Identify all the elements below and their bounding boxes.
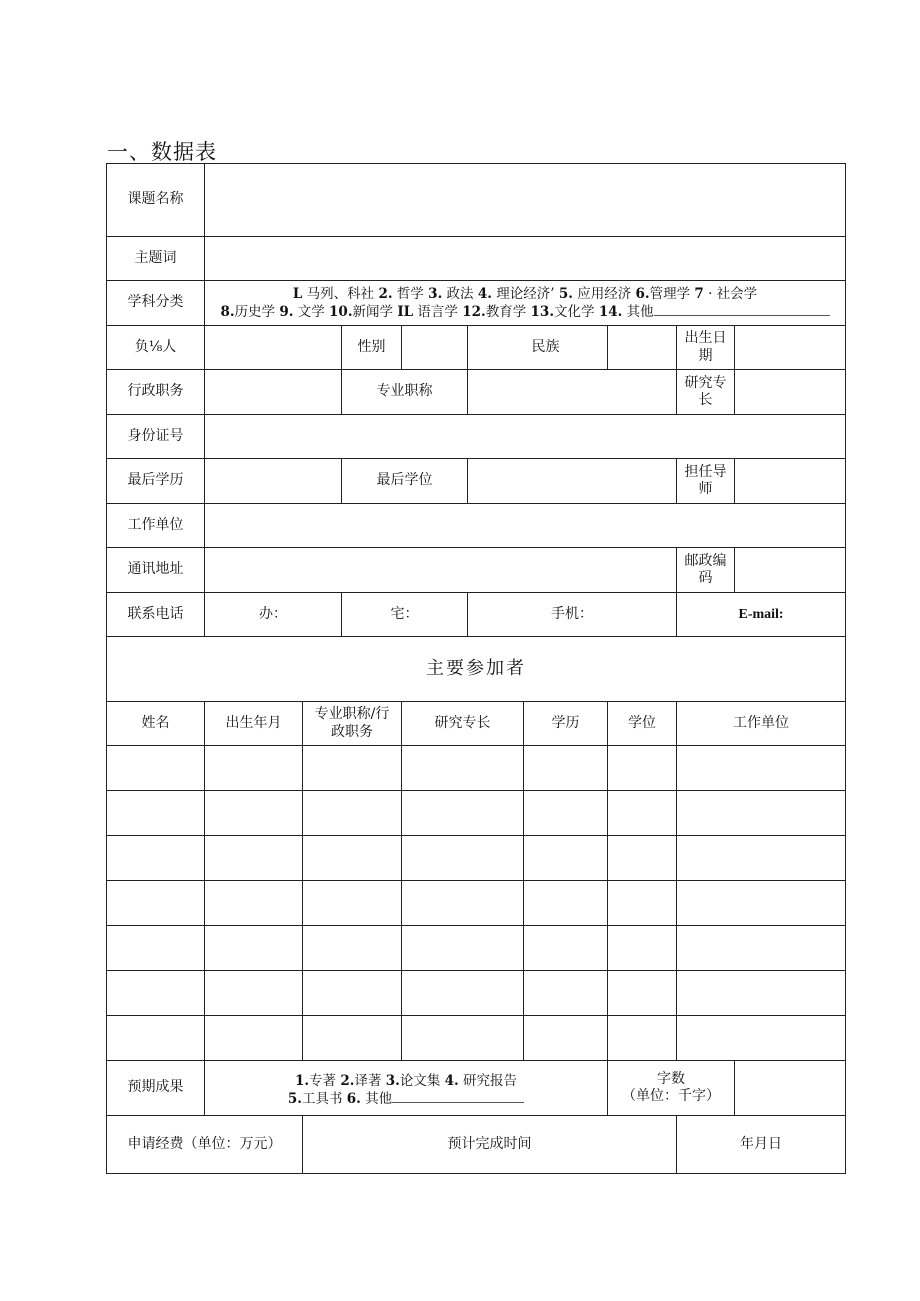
participant-cell[interactable] — [402, 836, 524, 881]
keywords-field[interactable] — [205, 237, 846, 281]
participant-cell[interactable] — [677, 881, 846, 926]
participant-cell[interactable] — [677, 1016, 846, 1061]
option-text: 历史学 — [234, 303, 280, 320]
ethnicity-field[interactable] — [608, 326, 677, 370]
participant-cell[interactable] — [677, 926, 846, 971]
participant-cell[interactable] — [402, 926, 524, 971]
education-field[interactable] — [205, 459, 342, 504]
participant-cell[interactable] — [608, 746, 677, 791]
option-number: 3. — [385, 1072, 400, 1089]
home-phone-field[interactable]: 宅： — [342, 593, 468, 637]
option-text: 哲学 — [392, 285, 429, 302]
leader-name-label: 负⅛人 — [107, 326, 205, 370]
discipline-line-2-items — [220, 304, 653, 320]
outcomes-line-2-items — [288, 1091, 392, 1107]
gender-label: 性别 — [342, 326, 402, 370]
participant-cell[interactable] — [205, 971, 303, 1016]
id-label: 身份证号 — [107, 415, 205, 459]
participant-cell[interactable] — [524, 836, 608, 881]
option-number: 5. — [558, 285, 573, 302]
word-count-unit: （单位：千字） — [622, 1088, 720, 1104]
research-field[interactable] — [735, 370, 846, 415]
option-number: IL — [397, 303, 414, 320]
participant-cell[interactable] — [303, 971, 402, 1016]
option-text: 马列、科社 — [302, 285, 379, 302]
option-text: 新闻学 — [352, 303, 398, 320]
word-count-field[interactable] — [735, 1061, 846, 1116]
completion-date-field[interactable]: 年月日 — [677, 1116, 846, 1174]
option-text: 教育学 — [485, 303, 531, 320]
participant-row — [107, 1016, 846, 1061]
participant-cell[interactable] — [677, 836, 846, 881]
option-number: 10. — [329, 303, 353, 320]
participant-cell[interactable] — [303, 836, 402, 881]
participant-row — [107, 836, 846, 881]
supervisor-label: 担任导师 — [677, 459, 735, 504]
discipline-line-2 — [207, 303, 843, 321]
participant-cell[interactable] — [524, 1016, 608, 1061]
outcomes-label: 预期成果 — [107, 1061, 205, 1116]
participants-header-cell: 专业职称/行政职务 — [303, 702, 402, 746]
leader-name-field[interactable] — [205, 326, 342, 370]
option-number: 6. — [346, 1090, 361, 1107]
supervisor-field[interactable] — [735, 459, 846, 504]
option-text: 文学 — [293, 303, 330, 320]
participant-cell[interactable] — [303, 881, 402, 926]
option-number: 4. — [444, 1072, 459, 1089]
participant-cell[interactable] — [677, 971, 846, 1016]
participant-cell[interactable] — [608, 1016, 677, 1061]
degree-field[interactable] — [468, 459, 677, 504]
participant-cell[interactable] — [205, 746, 303, 791]
email-field[interactable]: E-mail: — [677, 593, 846, 637]
topic-label: 课题名称 — [107, 164, 205, 237]
option-text: 研究报告 — [458, 1072, 518, 1089]
participant-cell[interactable] — [205, 1016, 303, 1061]
option-number: 8. — [220, 303, 235, 320]
participant-cell[interactable] — [524, 881, 608, 926]
participant-cell[interactable] — [608, 791, 677, 836]
word-count-label — [608, 1061, 735, 1116]
option-number: 1. — [294, 1072, 310, 1089]
outcomes-options — [205, 1061, 608, 1116]
participant-cell[interactable] — [402, 746, 524, 791]
prof-title-label: 专业职称 — [342, 370, 468, 415]
section-title: 一、数据表 — [107, 140, 217, 164]
admin-post-label: 行政职务 — [107, 370, 205, 415]
participant-cell[interactable] — [303, 926, 402, 971]
participant-cell[interactable] — [107, 971, 205, 1016]
degree-label: 最后学位 — [342, 459, 468, 504]
participant-cell[interactable] — [107, 881, 205, 926]
mobile-phone-field[interactable]: 手机： — [468, 593, 677, 637]
address-field[interactable] — [205, 548, 677, 593]
completion-label: 预计完成时间 — [303, 1116, 677, 1174]
birthdate-field[interactable] — [735, 326, 846, 370]
participant-cell[interactable] — [303, 746, 402, 791]
postcode-label: 邮政编码 — [677, 548, 735, 593]
option-text: 其他 — [360, 1090, 393, 1107]
topic-field[interactable] — [205, 164, 846, 237]
participant-cell[interactable] — [677, 791, 846, 836]
option-text: 译著 — [354, 1072, 386, 1089]
option-text: 语言学 — [413, 303, 463, 320]
participant-cell[interactable] — [205, 791, 303, 836]
option-number: 14. — [598, 303, 623, 320]
participant-cell[interactable] — [608, 881, 677, 926]
id-field[interactable] — [205, 415, 846, 459]
discipline-label: 学科分类 — [107, 281, 205, 326]
option-number: 6. — [635, 285, 650, 302]
participant-row — [107, 881, 846, 926]
office-phone-field[interactable]: 办： — [205, 593, 342, 637]
participant-cell[interactable] — [107, 746, 205, 791]
participant-row — [107, 926, 846, 971]
participant-cell[interactable] — [402, 1016, 524, 1061]
option-text: 工具书 — [301, 1090, 347, 1107]
participants-header-row — [107, 702, 846, 746]
participants-header-cell: 学历 — [524, 702, 608, 746]
postcode-field[interactable] — [735, 548, 846, 593]
participants-header-cell: 出生年月 — [205, 702, 303, 746]
keywords-label: 主题词 — [107, 237, 205, 281]
participant-cell[interactable] — [524, 926, 608, 971]
option-text: 论文集 — [399, 1072, 445, 1089]
participant-row — [107, 791, 846, 836]
option-text: 应用经济 — [572, 285, 636, 302]
education-label: 最后学历 — [107, 459, 205, 504]
option-number: L — [292, 285, 303, 302]
participant-cell[interactable] — [608, 971, 677, 1016]
data-form-table — [106, 163, 846, 1174]
participants-title: 主要参加者 — [107, 637, 846, 702]
option-number: 5. — [287, 1090, 302, 1107]
outcomes-line-1 — [207, 1073, 605, 1090]
participant-cell[interactable] — [205, 836, 303, 881]
gender-field[interactable] — [402, 326, 468, 370]
participant-cell[interactable] — [107, 926, 205, 971]
research-label: 研究专长 — [677, 370, 735, 415]
participant-cell[interactable] — [524, 746, 608, 791]
phone-label: 联系电话 — [107, 593, 205, 637]
option-number: 2. — [378, 285, 393, 302]
participant-row — [107, 971, 846, 1016]
option-number: 9. — [279, 303, 294, 320]
participant-cell[interactable] — [107, 791, 205, 836]
participant-cell[interactable] — [107, 1016, 205, 1061]
address-label: 通讯地址 — [107, 548, 205, 593]
discipline-other-blank[interactable] — [654, 303, 830, 316]
participant-cell[interactable] — [608, 926, 677, 971]
participant-row — [107, 746, 846, 791]
participant-cell[interactable] — [107, 836, 205, 881]
participant-cell[interactable] — [205, 926, 303, 971]
participant-cell[interactable] — [524, 971, 608, 1016]
participant-cell[interactable] — [608, 836, 677, 881]
participants-header-cell: 学位 — [608, 702, 677, 746]
option-number: 7 — [694, 285, 704, 302]
participant-cell[interactable] — [402, 881, 524, 926]
word-count-title: 字数 — [657, 1070, 685, 1087]
participant-cell[interactable] — [524, 791, 608, 836]
participant-cell[interactable] — [205, 881, 303, 926]
option-text: 专著 — [309, 1072, 341, 1089]
outcomes-line-2 — [207, 1090, 605, 1108]
participant-cell[interactable] — [303, 791, 402, 836]
option-text: 政法 — [442, 285, 478, 302]
discipline-options — [205, 281, 846, 326]
outcomes-other-blank[interactable] — [392, 1090, 524, 1103]
option-text: 其他 — [622, 303, 654, 320]
option-text: 管理学 — [649, 285, 695, 302]
funding-label: 申请经费（单位：万元） — [107, 1116, 303, 1174]
option-text: 文化学 — [554, 303, 599, 320]
option-number: 2. — [340, 1072, 355, 1089]
participant-cell[interactable] — [402, 971, 524, 1016]
option-number: 12. — [462, 303, 486, 320]
participant-cell[interactable] — [677, 746, 846, 791]
option-number: 4. — [477, 285, 492, 302]
option-number: 13. — [530, 303, 555, 320]
participant-cell[interactable] — [402, 791, 524, 836]
participant-cell[interactable] — [303, 1016, 402, 1061]
discipline-line-1 — [207, 286, 843, 303]
admin-post-field[interactable] — [205, 370, 342, 415]
employer-label: 工作单位 — [107, 504, 205, 548]
ethnicity-label: 民族 — [468, 326, 608, 370]
birthdate-label: 出生日期 — [677, 326, 735, 370]
option-text: 理论经济’ — [491, 285, 559, 302]
prof-title-field[interactable] — [468, 370, 677, 415]
option-number: 3. — [428, 285, 443, 302]
employer-field[interactable] — [205, 504, 846, 548]
participants-header-cell: 研究专长 — [402, 702, 524, 746]
participants-header-cell: 姓名 — [107, 702, 205, 746]
option-text: · 社会学 — [703, 285, 758, 302]
participants-header-cell: 工作单位 — [677, 702, 846, 746]
